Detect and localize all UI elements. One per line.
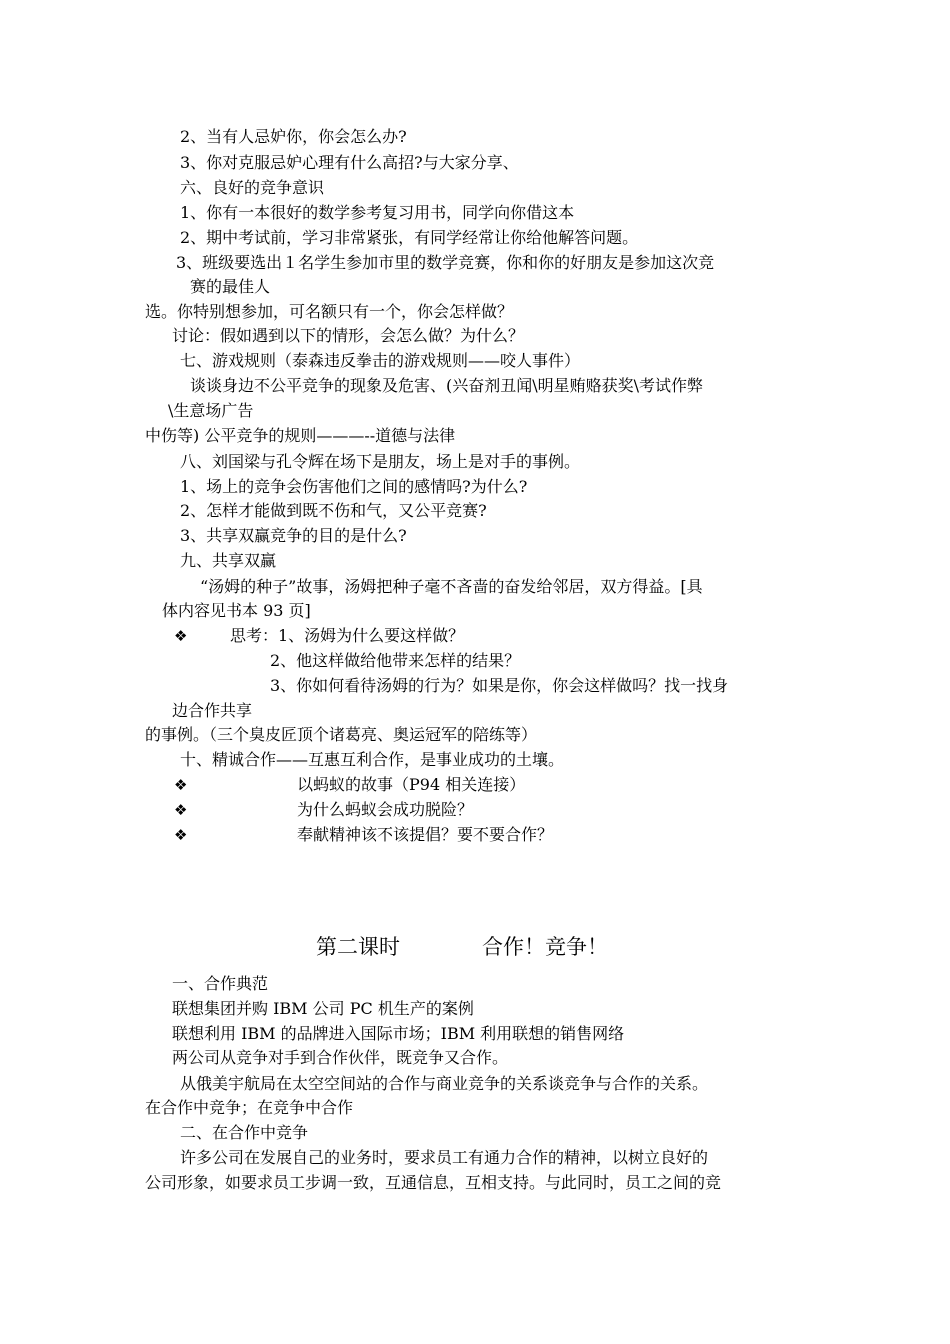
lesson-title: 第二课时 xyxy=(316,935,400,959)
text-line: 以蚂蚁的故事（P94 相关连接） xyxy=(297,775,526,794)
text-line: \生意场广告 xyxy=(168,401,254,420)
section-heading: 九、共享双赢 xyxy=(180,551,277,570)
text-line: 讨论：假如遇到以下的情形，会怎么做？为什么？ xyxy=(172,326,525,345)
text-line: 谈谈身边不公平竞争的现象及危害、(兴奋剂丑闻\明星贿赂获奖\考试作弊 xyxy=(190,376,704,395)
section-heading: 一、合作典范 xyxy=(172,974,269,993)
text-line: 两公司从竞争对手到合作伙伴，既竞争又合作。 xyxy=(172,1048,509,1067)
text-line: 边合作共享 xyxy=(172,701,253,720)
section-heading: 八、刘国梁与孔令辉在场下是朋友，场上是对手的事例。 xyxy=(180,452,581,471)
bullet-icon: ❖ xyxy=(174,826,188,844)
text-line: 公司形象，如要求员工步调一致，互通信息，互相支持。与此同时，员工之间的竞 xyxy=(145,1173,722,1192)
section-heading: 二、在合作中竞争 xyxy=(180,1123,309,1142)
text-line: 赛的最佳人 xyxy=(190,277,271,296)
text-line: 选。你特别想参加，可名额只有一个，你会怎样做？ xyxy=(145,302,514,321)
text-line: 许多公司在发展自己的业务时，要求员工有通力合作的精神，以树立良好的 xyxy=(180,1148,709,1167)
text-line: 3、共享双赢竞争的目的是什么? xyxy=(180,526,407,545)
text-line: 为什么蚂蚁会成功脱险？ xyxy=(297,800,474,819)
text-line: 2、当有人忌妒你，你会怎么办? xyxy=(180,127,407,146)
text-line: 思考：1、汤姆为什么要这样做？ xyxy=(230,626,465,645)
section-heading: 六、良好的竞争意识 xyxy=(180,178,325,197)
bullet-icon: ❖ xyxy=(174,627,188,645)
text-line: 2、怎样才能做到既不伤和气，又公平竞赛? xyxy=(180,501,487,520)
text-line: 的事例。（三个臭皮匠顶个诸葛亮、奥运冠军的陪练等） xyxy=(145,725,538,744)
text-line: 联想集团并购 IBM 公司 PC 机生产的案例 xyxy=(172,999,474,1018)
text-line: 从俄美宇航局在太空空间站的合作与商业竞争的关系谈竞争与合作的关系。 xyxy=(180,1074,709,1093)
text-line: “汤姆的种子”故事，汤姆把种子毫不吝啬的奋发给邻居，双方得益。[具 xyxy=(200,577,703,596)
text-line: 1、你有一本很好的数学参考复习用书，同学向你借这本 xyxy=(180,203,575,222)
text-line: 3、你如何看待汤姆的行为？如果是你，你会这样做吗？找一找身 xyxy=(270,676,729,695)
lesson-subtitle: 合作！竞争！ xyxy=(482,935,608,959)
section-heading: 七、游戏规则（泰森违反拳击的游戏规则——咬人事件） xyxy=(180,351,581,370)
text-line: 中伤等) 公平竞争的规则———--道德与法律 xyxy=(145,426,456,445)
text-line: 在合作中竞争；在竞争中合作 xyxy=(145,1098,354,1117)
bullet-icon: ❖ xyxy=(174,776,188,794)
text-line: 2、期中考试前，学习非常紧张，有同学经常让你给他解答问题。 xyxy=(180,228,639,247)
text-line: 体内容见书本 93 页] xyxy=(162,601,311,620)
text-line: 3、班级要选出１名学生参加市里的数学竞赛，你和你的好朋友是参加这次竞 xyxy=(176,253,715,272)
text-line: 1、场上的竞争会伤害他们之间的感情吗?为什么? xyxy=(180,477,528,496)
text-line: 2、他这样做给他带来怎样的结果？ xyxy=(270,651,521,670)
bullet-icon: ❖ xyxy=(174,801,188,819)
section-heading: 十、精诚合作——互惠互利合作，是事业成功的土壤。 xyxy=(180,750,565,769)
text-line: 3、你对克服忌妒心理有什么高招?与大家分享、 xyxy=(180,153,519,172)
text-line: 联想利用 IBM 的品牌进入国际市场；IBM 利用联想的销售网络 xyxy=(172,1024,625,1043)
text-line: 奉献精神该不该提倡？要不要合作？ xyxy=(297,825,554,844)
